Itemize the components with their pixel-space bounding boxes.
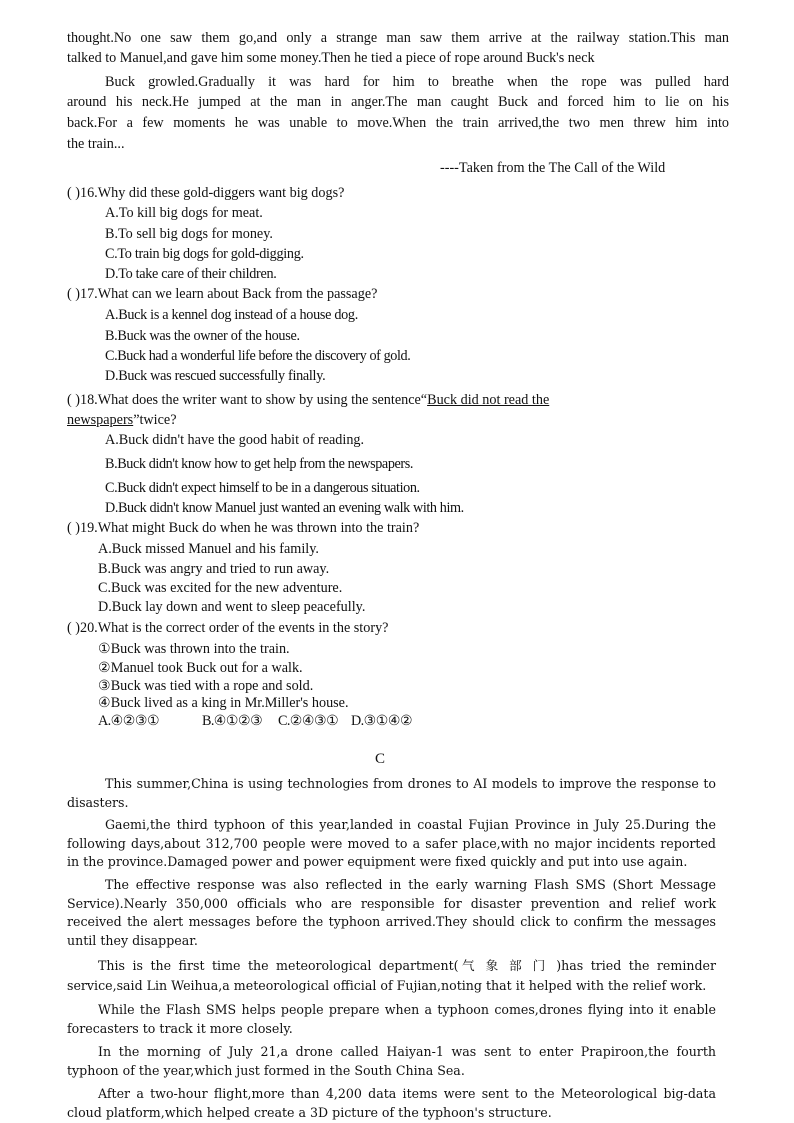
section-c-paragraph-1: This summer,China is using technologies from drones to AI models to improve the response to disasters. xyxy=(67,776,716,810)
passage-line: talked to Manuel,and gave him some money.Then he tied a piece of rope around Buck's neck xyxy=(67,50,595,66)
question-20-option-d: D.③①④② xyxy=(351,713,413,729)
question-20-stem: ( )20.What is the correct order of the events in the story? xyxy=(67,620,389,636)
section-c-paragraph-3: The effective response was also reflected in the early warning Flash SMS (Short Message Service).Nearly 350,000 officials who are responsible for disaster prevention and relief work received the alert messages before the typhoon arrived.They should click to confirm the messages until they disappear. xyxy=(67,877,716,948)
question-16-option-c: C.To train big dogs for gold-digging. xyxy=(105,246,304,262)
question-18-stem-cont xyxy=(67,410,177,431)
question-16-option-a: A.To kill big dogs for meat. xyxy=(105,205,263,221)
question-17-option-b: B.Buck was the owner of the house. xyxy=(105,328,300,344)
question-18-quoted-sentence: Buck did not read the xyxy=(427,392,550,408)
question-18-stem xyxy=(67,390,549,411)
passage-source: ----Taken from the The Call of the Wild xyxy=(440,160,666,176)
question-17-option-c: C.Buck had a wonderful life before the discovery of gold. xyxy=(105,348,411,364)
question-20-event-1: ①Buck was thrown into the train. xyxy=(98,641,290,657)
question-16-option-b: B.To sell big dogs for money. xyxy=(105,226,273,242)
question-19-option-d: D.Buck lay down and went to sleep peacefully. xyxy=(98,599,366,615)
question-16-option-d: D.To take care of their children. xyxy=(105,266,277,282)
question-17-stem: ( )17.What can we learn about Back from the passage? xyxy=(67,286,378,302)
question-16-stem: ( )16.Why did these gold-diggers want big dogs? xyxy=(67,185,345,201)
question-20-option-a: A.④②③① xyxy=(98,713,160,729)
question-18-stem-text: ( )18.What does the writer want to show by using the sentence“ xyxy=(67,392,428,408)
question-20-event-3: ③Buck was tied with a rope and sold. xyxy=(98,678,314,694)
question-19-option-c: C.Buck was excited for the new adventure. xyxy=(98,580,343,596)
question-18-stem-tail: ”twice? xyxy=(133,412,177,428)
question-18-option-a: A.Buck didn't have the good habit of reading. xyxy=(105,432,365,448)
question-19-option-a: A.Buck missed Manuel and his family. xyxy=(98,541,319,557)
question-17-option-d: D.Buck was rescued successfully finally. xyxy=(105,368,326,384)
question-20-event-4: ④Buck lived as a king in Mr.Miller's house. xyxy=(98,695,349,711)
question-18-option-b: B.Buck didn't know how to get help from the newspapers. xyxy=(105,456,413,472)
section-c-heading: C xyxy=(374,751,385,767)
passage-line: around his neck.He jumped at the man in anger.The man caught Buck and forced him to lie on his xyxy=(67,94,729,110)
question-17-option-a: A.Buck is a kennel dog instead of a house dog. xyxy=(105,307,358,323)
passage-line: the train... xyxy=(67,136,125,152)
section-c-paragraph-4: This is the first time the meteorological department(气 象 部 门 )has tried the reminder service,said Lin Weihua,a meteorological official of Fujian,noting that it helped with the relief work. xyxy=(67,958,716,993)
question-19-option-b: B.Buck was angry and tried to run away. xyxy=(98,561,330,577)
question-20-event-2: ②Manuel took Buck out for a walk. xyxy=(98,660,303,676)
section-c-paragraph-5: While the Flash SMS helps people prepare when a typhoon comes,drones flying into it enable forecasters to track it more closely. xyxy=(67,1002,716,1036)
question-19-stem: ( )19.What might Buck do when he was thrown into the train? xyxy=(67,520,420,536)
question-20-option-b: B.④①②③ xyxy=(202,713,263,729)
question-18-option-c: C.Buck didn't expect himself to be in a dangerous situation. xyxy=(105,480,420,496)
question-18-quoted-sentence-end: newspapers xyxy=(67,412,134,428)
question-20-option-c: C.②④③① xyxy=(278,713,339,729)
passage-line: thought.No one saw them go,and only a strange man saw them arrive at the railway station.This man xyxy=(67,30,729,46)
section-c-paragraph-6: In the morning of July 21,a drone called Haiyan-1 was sent to enter Prapiroon,the fourth typhoon of the year,which just formed in the South China Sea. xyxy=(67,1044,716,1078)
section-c-paragraph-2: Gaemi,the third typhoon of this year,landed in coastal Fujian Province in July 25.During the following days,about 312,700 people were moved to a safer place,with no major incidents reported in the province.Damaged power and power equipment were fixed quickly and put into use again. xyxy=(67,817,716,869)
passage-line: Buck growled.Gradually it was hard for him to breathe when the rope was pulled hard xyxy=(105,74,729,90)
question-18-option-d: D.Buck didn't know Manuel just wanted an evening walk with him. xyxy=(105,500,464,516)
section-c-paragraph-7: After a two-hour flight,more than 4,200 data items were sent to the Meteorological big-data cloud platform,which helped create a 3D picture of the typhoon's structure. xyxy=(67,1086,716,1120)
passage-line: back.For a few moments he was unable to move.When the train arrived,the two men threw him into xyxy=(67,115,729,131)
